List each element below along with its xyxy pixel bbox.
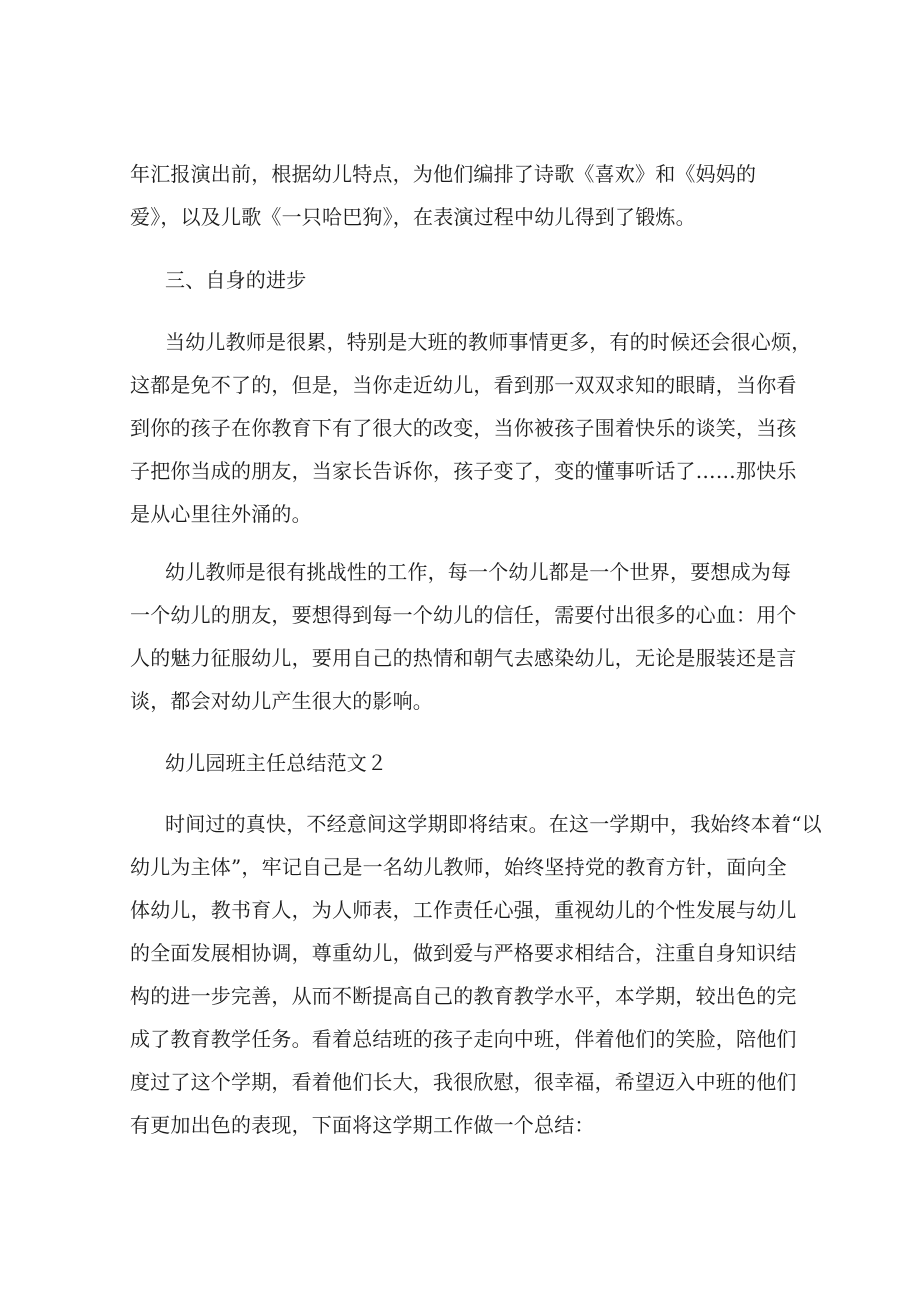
- paragraph-line: 年汇报演出前，根据幼儿特点，为他们编排了诗歌《喜欢》和《妈妈的: [130, 162, 757, 186]
- paragraph-line: 体幼儿，教书育人，为人师表，工作责任心强，重视幼儿的个性发展与幼儿: [130, 898, 797, 922]
- paragraph-line: 的全面发展相协调，尊重幼儿，做到爱与严格要求相结合，注重自身知识结: [130, 941, 797, 965]
- paragraph-line: 这都是免不了的，但是，当你走近幼儿，看到那一双双求知的眼睛，当你看: [130, 373, 797, 397]
- paragraph-line: 是从心里往外涌的。: [130, 502, 312, 526]
- paragraph-line: 到你的孩子在你教育下有了很大的改变，当你被孩子围着快乐的谈笑，当孩: [130, 416, 797, 440]
- paragraph-line: 时间过的真快，不经意间这学期即将结束。在这一学期中，我始终本着“以: [165, 812, 822, 836]
- section-heading: 三、自身的进步: [165, 268, 307, 292]
- paragraph-line: 当幼儿教师是很累，特别是大班的教师事情更多，有的时候还会很心烦，: [165, 330, 812, 354]
- paragraph-line: 幼儿为主体”，牢记自己是一名幼儿教师，始终坚持党的教育方针，面向全: [130, 855, 787, 879]
- paragraph-line: 度过了这个学期，看着他们长大，我很欣慰，很幸福，希望迈入中班的他们: [130, 1070, 797, 1094]
- paragraph-line: 幼儿教师是很有挑战性的工作，每一个幼儿都是一个世界，要想成为每: [165, 560, 792, 584]
- document-title: 幼儿园班主任总结范文２: [165, 751, 388, 775]
- paragraph-line: 构的进一步完善，从而不断提高自己的教育教学水平，本学期，较出色的完: [130, 984, 797, 1008]
- paragraph-line: 人的魅力征服幼儿，要用自己的热情和朝气去感染幼儿，无论是服装还是言: [130, 646, 797, 670]
- paragraph-line: 一个幼儿的朋友，要想得到每一个幼儿的信任，需要付出很多的心血：用个: [130, 603, 797, 627]
- paragraph-line: 谈，都会对幼儿产生很大的影响。: [130, 689, 433, 713]
- paragraph-line: 有更加出色的表现，下面将这学期工作做一个总结：: [130, 1113, 595, 1137]
- paragraph-line: 子把你当成的朋友，当家长告诉你，孩子变了，变的懂事听话了……那快乐: [130, 459, 797, 483]
- paragraph-line: 爱》，以及儿歌《一只哈巴狗》，在表演过程中幼儿得到了锻炼。: [130, 205, 696, 229]
- paragraph-line: 成了教育教学任务。看着总结班的孩子走向中班，伴着他们的笑脸，陪他们: [130, 1027, 797, 1051]
